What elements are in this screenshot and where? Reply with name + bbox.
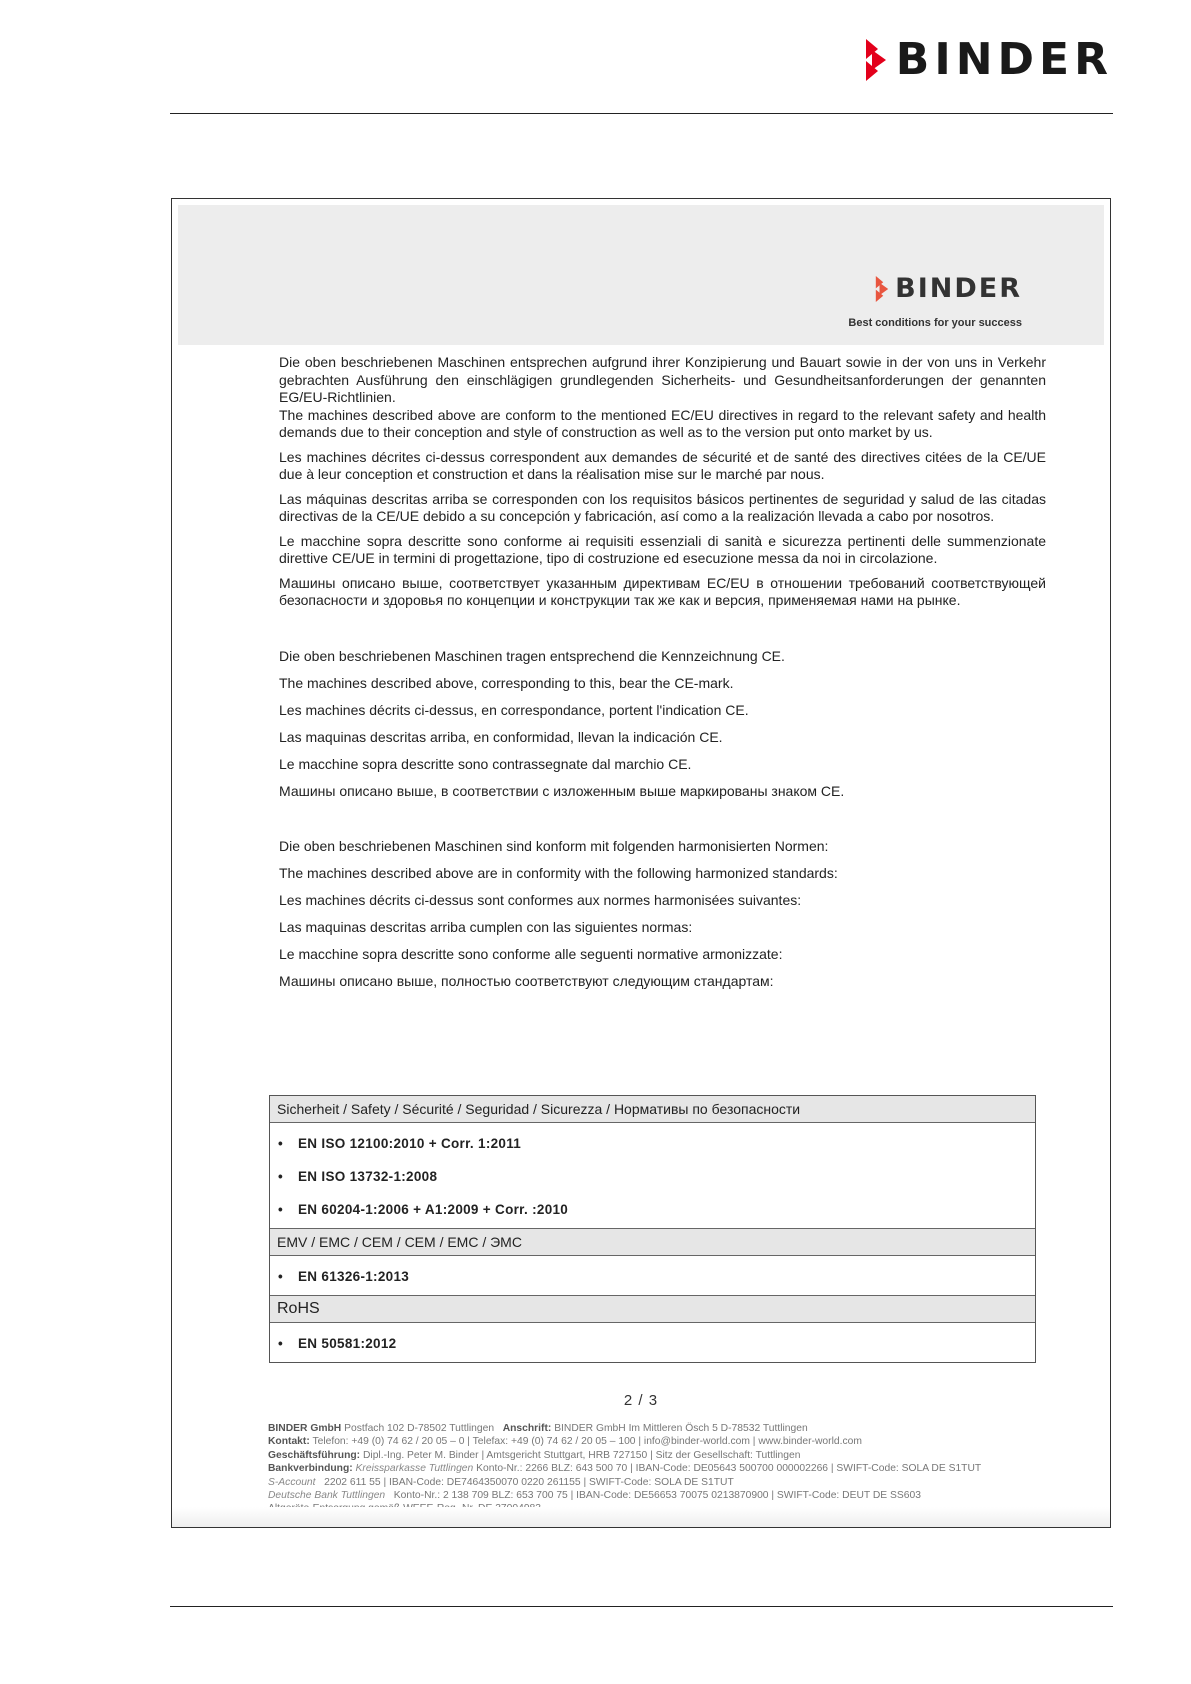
- paragraph-ru: Машины описано выше, соответствует указанным директивам EC/EU в отношении требований соответствующей безопасности и здоровья по концепции и конструкции так же как и версия, применяемая нами на рынке.: [279, 574, 1046, 608]
- paragraph-en: The machines described above are conform to the mentioned EC/EU directives in regard to the relevant safety and health demands due to their conception and style of construction as well as to the version put onto market by us.: [279, 406, 1046, 440]
- standard-code: EN 50581:2012: [298, 1336, 397, 1351]
- ce-line-ru: Машины описано выше, в соответствии с изложенным выше маркированы знаком CE.: [279, 782, 845, 799]
- footer-line: [268, 1476, 1068, 1489]
- rohs-standards-list: [270, 1323, 1035, 1362]
- standard-item: [270, 1127, 1035, 1160]
- safety-standards-list: [270, 1123, 1035, 1229]
- norm-line-ru: Машины описано выше, полностью соответствуют следующим стандартам:: [279, 973, 774, 989]
- ce-mark-section: [279, 648, 1046, 801]
- footer-label: Geschäftsführung:: [268, 1449, 361, 1461]
- ce-line-de: Die oben beschriebenen Maschinen tragen entsprechend die Kennzeichnung CE.: [279, 647, 785, 664]
- footer-bank: Kreissparkasse Tuttlingen: [355, 1463, 474, 1475]
- ce-line-es: Las maquinas descritas arriba, en conformidad, llevan la indicación CE.: [279, 728, 723, 745]
- footer-text: Postfach 102 D-78502 Tuttlingen: [344, 1423, 495, 1434]
- standard-item: [270, 1327, 1035, 1360]
- scan-binder-logo: [874, 275, 1022, 302]
- paragraph-fr: Les machines décrites ci-dessus correspondent aux demandes de sécurité et de santé des directives citées de la CE/UE due à leur conception et construction et dans la réalisation mise sur le marché par nous.: [279, 448, 1046, 482]
- category-emc: EMV / EMC / CEM / CEM / EMC / ЭМС: [270, 1229, 1035, 1256]
- category-rohs: RoHS: [270, 1296, 1035, 1323]
- paragraph-it: Le macchine sopra descritte sono conforme ai requisiti essenziali di sanità e sicurezza pertinenti delle summenzionate direttive CE/UE in termini di progettazione, tipo di costruzione ed esecuzione messa da noi in circolazione.: [279, 532, 1046, 566]
- bullet: •: [278, 1136, 284, 1151]
- footer-label: BINDER GmbH: [268, 1423, 342, 1434]
- footer-label: Anschrift:: [502, 1423, 552, 1434]
- standard-code: EN ISO 13732-1:2008: [298, 1169, 438, 1184]
- scan-binder-arrow-icon: [874, 276, 890, 302]
- standard-item: [270, 1160, 1035, 1193]
- bullet: •: [278, 1269, 284, 1284]
- footer-line: [268, 1422, 1068, 1435]
- bullet: •: [278, 1336, 284, 1351]
- norm-line-de: Die oben beschriebenen Maschinen sind konform mit folgenden harmonisierten Normen:: [279, 838, 829, 854]
- category-safety: Sicherheit / Safety / Sécurité / Seguridad / Sicurezza / Нормативы по безопасности: [270, 1096, 1035, 1123]
- standard-code: EN 60204-1:2006 + A1:2009 + Corr. :2010: [298, 1202, 569, 1217]
- footer-text: Konto-Nr.: 2 138 709 BLZ: 653 700 75 | IBAN-Code: DE56653 70075 0213870900 | SWIFT-Code: DEUT DE SS603: [393, 1490, 921, 1502]
- footer-line: [268, 1449, 1068, 1462]
- footer-line: [268, 1489, 1068, 1502]
- ce-line-en: The machines described above, corresponding to this, bear the CE-mark.: [279, 674, 734, 691]
- footer-text: Telefon: +49 (0) 74 62 / 20 05 – 0 | Telefax: +49 (0) 74 62 / 20 05 – 100 | info@binder-world.com | www.binder-world.com: [312, 1436, 862, 1448]
- declaration-text: [279, 354, 1046, 991]
- footer-divider: [170, 1606, 1113, 1607]
- bullet: •: [278, 1169, 284, 1184]
- footer-text: BINDER GmbH Im Mittleren Ösch 5 D-78532 Tuttlingen: [554, 1423, 808, 1434]
- norms-section: [279, 838, 1046, 991]
- scan-logo-wordmark: BINDER: [895, 273, 1022, 304]
- standard-code: EN ISO 12100:2010 + Corr. 1:2011: [298, 1136, 522, 1151]
- footer-bank: Deutsche Bank Tuttlingen: [268, 1490, 386, 1502]
- paragraph-de: Die oben beschriebenen Maschinen entsprechen aufgrund ihrer Konzipierung und Bauart sowie in der von uns in Verkehr gebrachten Ausführung den einschlägigen grundlegenden Sicherheits- und Gesundheitsanforderungen der genannten EG/EU-Richtlinien.: [279, 354, 1046, 405]
- bullet: •: [278, 1202, 284, 1217]
- header-divider: [170, 113, 1113, 114]
- standard-item: [270, 1193, 1035, 1226]
- emc-standards-list: [270, 1256, 1035, 1296]
- company-footer: [268, 1422, 1068, 1516]
- footer-text: 2202 611 55 | IBAN-Code: DE7464350070 0220 261155 | SWIFT-Code: SOLA DE S1TUT: [324, 1476, 734, 1488]
- scan-footer-band: [172, 1507, 1110, 1527]
- logo-wordmark: BINDER: [895, 34, 1113, 85]
- norm-line-fr: Les machines décrits ci-dessus sont conformes aux normes harmonisées suivantes:: [279, 892, 802, 908]
- scan-tagline: Best conditions for your success: [848, 317, 1022, 329]
- norm-line-es: Las maquinas descritas arriba cumplen con las siguientes normas:: [279, 919, 693, 935]
- footer-text: Konto-Nr.: 2266 BLZ: 643 500 70 | IBAN-Code: DE05643 500700 000002266 | SWIFT-Code: SOLA DE S1TUT: [476, 1463, 982, 1475]
- standard-code: EN 61326-1:2013: [298, 1269, 410, 1284]
- scanned-document: [171, 198, 1111, 1528]
- standards-table: [269, 1095, 1036, 1363]
- binder-arrow-icon: [864, 39, 888, 81]
- binder-logo: [864, 34, 1113, 85]
- footer-bank: S-Account: [268, 1476, 316, 1488]
- paragraph-es: Las máquinas descritas arriba se corresponden con los requisitos básicos pertinentes de seguridad y salud de las citadas directivas de la CE/UE debido a su concepción y fabricación, así como a la realización llevada a cabo por nosotros.: [279, 490, 1046, 524]
- footer-text: Dipl.-Ing. Peter M. Binder | Amtsgericht Stuttgart, HRB 727150 | Sitz der Gesellschaft: Tuttlingen: [362, 1449, 801, 1461]
- norm-line-it: Le macchine sopra descritte sono conforme alle seguenti normative armonizzate:: [279, 946, 783, 962]
- footer-line: [268, 1462, 1068, 1475]
- footer-line: [268, 1435, 1068, 1448]
- ce-line-it: Le macchine sopra descritte sono contrassegnate dal marchio CE.: [279, 755, 692, 772]
- ce-line-fr: Les machines décrits ci-dessus, en correspondance, portent l'indication CE.: [279, 701, 749, 718]
- footer-label: Kontakt:: [268, 1436, 310, 1448]
- footer-label: Bankverbindung:: [268, 1463, 353, 1475]
- standard-item: [270, 1260, 1035, 1293]
- page-number: 2 / 3: [623, 1392, 659, 1409]
- norm-line-en: The machines described above are in conformity with the following harmonized standards:: [279, 865, 838, 881]
